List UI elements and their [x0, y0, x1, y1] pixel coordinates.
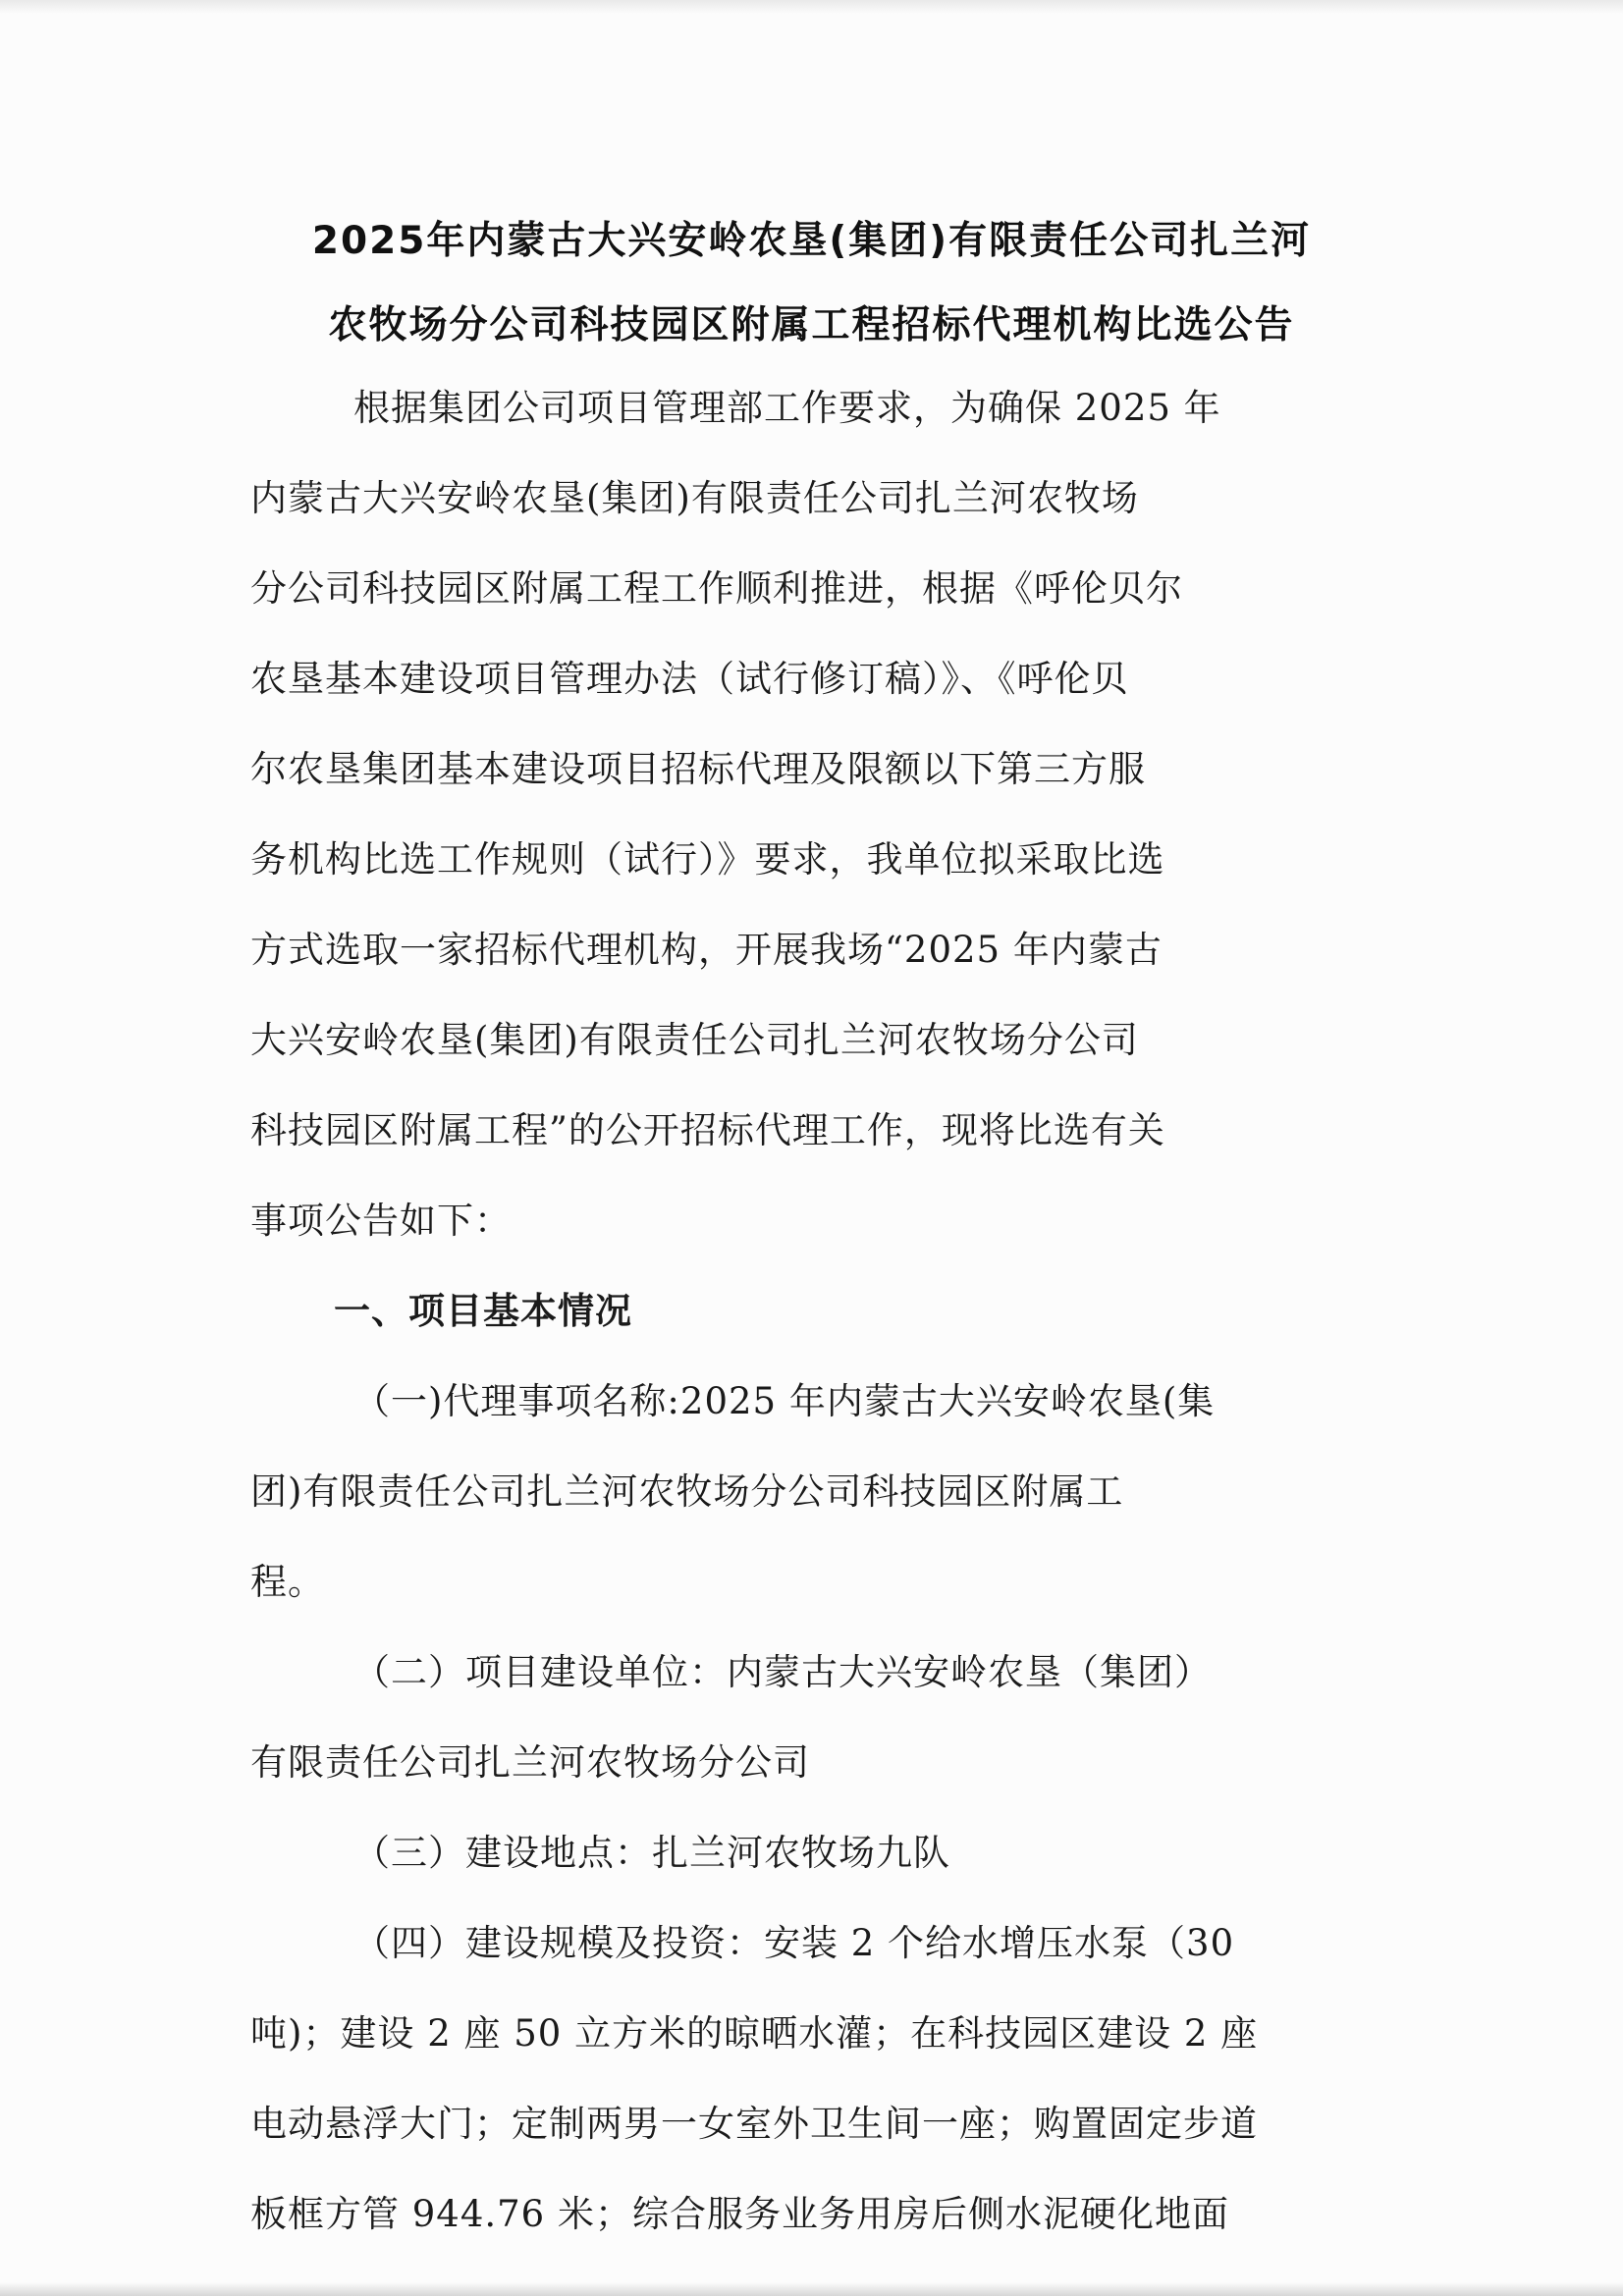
- item-2-line: （二）项目建设单位：内蒙古大兴安岭农垦（集团）: [353, 1651, 1212, 1693]
- intro-line: 内蒙古大兴安岭农垦(集团)有限责任公司扎兰河农牧场: [250, 477, 1139, 519]
- item-1-line: 程。: [250, 1561, 325, 1603]
- intro-line: 方式选取一家招标代理机构，开展我场“2025 年内蒙古: [250, 929, 1163, 971]
- document-title-line-2: 农牧场分公司科技园区附属工程招标代理机构比选公告: [328, 303, 1295, 347]
- item-4-line: 吨)；建设 2 座 50 立方米的晾晒水灌；在科技园区建设 2 座: [250, 2012, 1259, 2055]
- item-4-line: 电动悬浮大门；定制两男一女室外卫生间一座；购置固定步道: [250, 2103, 1258, 2145]
- item-3-line: （三）建设地点：扎兰河农牧场九队: [353, 1832, 950, 1874]
- intro-line: 分公司科技园区附属工程工作顺利推进，根据《呼伦贝尔: [250, 567, 1183, 610]
- intro-line: 事项公告如下：: [250, 1200, 512, 1242]
- item-2-line: 有限责任公司扎兰河农牧场分公司: [250, 1741, 810, 1784]
- intro-line: 根据集团公司项目管理部工作要求，为确保 2025 年: [353, 387, 1221, 429]
- item-4-line: 板框方管 944.76 米；综合服务业务用房后侧水泥硬化地面: [250, 2193, 1229, 2235]
- scan-edge-top: [0, 0, 1623, 14]
- scan-edge-bottom: [0, 2282, 1623, 2296]
- item-1-line: （一)代理事项名称:2025 年内蒙古大兴安岭农垦(集: [353, 1380, 1216, 1422]
- intro-line: 尔农垦集团基本建设项目招标代理及限额以下第三方服: [250, 748, 1146, 790]
- intro-line: 大兴安岭农垦(集团)有限责任公司扎兰河农牧场分公司: [250, 1019, 1139, 1061]
- intro-line: 科技园区附属工程”的公开招标代理工作，现将比选有关: [250, 1109, 1165, 1151]
- item-4-line: （四）建设规模及投资：安装 2 个给水增压水泵（30: [353, 1922, 1235, 1964]
- intro-line: 务机构比选工作规则（试行）》要求，我单位拟采取比选: [250, 838, 1165, 881]
- intro-line: 农垦基本建设项目管理办法（试行修订稿）》、《呼伦贝: [250, 658, 1129, 700]
- item-1-line: 团)有限责任公司扎兰河农牧场分公司科技园区附属工: [250, 1470, 1124, 1513]
- section-heading: 一、项目基本情况: [334, 1290, 632, 1332]
- document-title-line-1: 2025年内蒙古大兴安岭农垦(集团)有限责任公司扎兰河: [311, 219, 1312, 263]
